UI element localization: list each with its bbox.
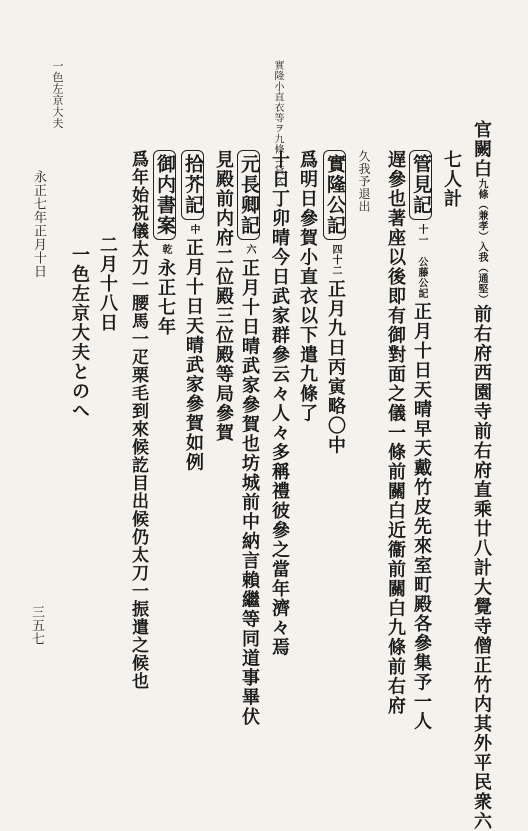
col9-note: 六 (244, 244, 255, 255)
source-title-kanmiki: 管見記 (409, 150, 432, 220)
col9-text: 正月十日晴武家參賀也坊城前中納言賴繼等同道事畢伏 (239, 259, 260, 727)
margin-note-sanetaka: 實隆小直衣等ヲ九條ニ貸ス (272, 60, 282, 120)
text-column-12 (153, 150, 176, 337)
text-column-10: 見殿前内府二位殿三位殿等局參賀 (214, 150, 232, 443)
col1-text: 前右府西園寺前右府直乘廿八計大覺寺僧正竹内其外平民衆六 (471, 305, 492, 831)
date-line: 永正七年正月十日 (32, 170, 45, 278)
col1-note: 九條（兼孝）入我（通堅） (476, 179, 487, 305)
col3-note: 十一 公藤公記 (416, 224, 427, 299)
text-column-11 (181, 150, 204, 472)
col11-note: 中 (188, 224, 199, 235)
col6-note: 四十二 (330, 244, 341, 276)
col12-note: 乾 (160, 244, 171, 255)
text-column-6 (323, 150, 346, 455)
source-title-juugaiki: 拾芥記 (181, 150, 204, 220)
margin-note-isshiki: 一色左京大夫 (52, 60, 63, 130)
text-column-14: 二月十八日 (98, 235, 116, 333)
col6-text: 正月九日丙寅略〇中 (325, 280, 346, 456)
source-title-motonaga: 元長卿記 (237, 150, 260, 240)
text-column-5: 久我予退出 (358, 150, 370, 213)
text-column-3 (409, 150, 432, 731)
text-column-15: 一色左京大夫とのへ (70, 245, 88, 421)
text-column-1 (472, 120, 490, 831)
col12-text: 永正七年 (155, 259, 176, 337)
page-number: 三五七 (30, 605, 43, 646)
source-title-sanetaka: 實隆公記 (323, 150, 346, 240)
col1-prefix: 官闕白 (471, 120, 492, 179)
source-title-gonaisho: 御内書案 (153, 150, 176, 240)
col11-text: 正月十日天晴武家參賀如例 (183, 238, 204, 472)
text-column-7: 爲明日參賀小直衣以下遣九條了 (298, 150, 316, 423)
text-column-4: 遅參也著座以後即有御對面之儀一條前關白近衞前關白九條前右府 (386, 150, 404, 716)
col3-text: 正月十日天晴早天戴竹皮先來室町殿各參集予一人 (411, 302, 432, 731)
text-column-13: 爲年始祝儀太刀一腰馬一疋栗毛到來候訖目出候仍太刀一振遣之候也 (129, 150, 146, 690)
text-column-2: 七人計 (442, 150, 460, 209)
text-column-8: 十日丁卯晴今日武家群參云々人々多稱禮彼參之當年濟々焉 (270, 150, 288, 657)
text-column-9 (237, 150, 260, 727)
